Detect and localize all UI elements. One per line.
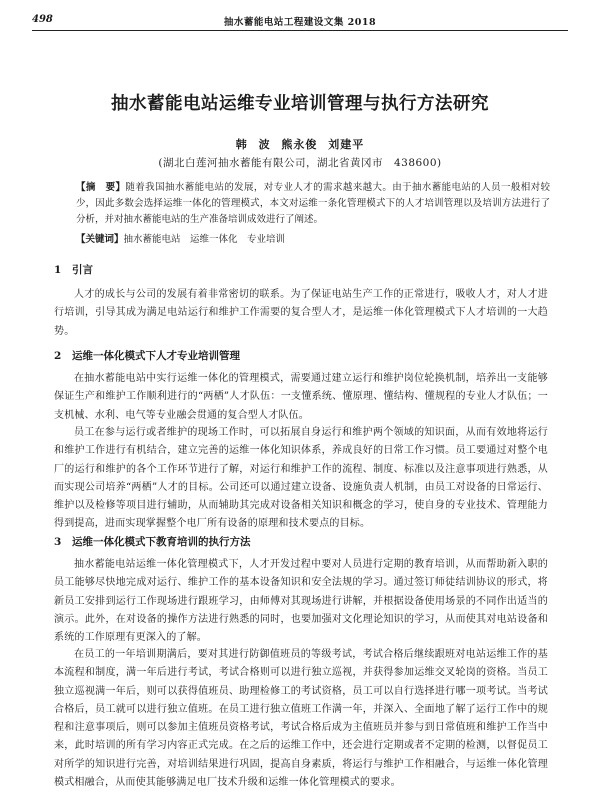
paragraph: 人才的成长与公司的发展有着非常密切的联系。为了保证电站生产工作的正常进行，吸收人才，对人才进行培训，引导其成为满足电站运行和维护工作需要的复合型人才，是运维一体化管理模式下人才培训的一大趋势。 [54,289,548,337]
abstract-text: 随着我国抽水蓄能电站的发展，对专业人才的需求越来越大。由于抽水蓄能电站的人员一般相对较少，因此多数会选择运维一体化的管理模式，本文对运维一条化管理模式下的人才培训管理以及培训方法进行了分析，并对抽水蓄能电站的生产准备培训成效进行了阐述。 [76,182,550,225]
page-number: 498 [32,14,53,25]
paragraph: 在员工的一年培训期满后，要对其进行防御值班员的等级考试，考试合格后继续跟班对电站运维工作的基本流程和制度，满一年后进行考试，考试合格则可以进行独立巡视，并获得参加运维交叉轮岗的资格。当员工独立巡视满一年后，则可以获得值班员、助理检修工的考试资格，员工可以自行选择进行哪一项考试。当考试合格后，员工就可以进行独立值班。在员工进行独立值班工作满一年，并深入、全面地了解了运行工作中的规程和注意事项后，则可以参加主值班员资格考试，考试合格后成为主值班员并参与到日常值班和维护工作当中来，此时培训的所有学习内容正式完成。在之后的运维工作中，还会进行定期或者不定期的检测，以督促员工对所学的知识进行完善，对培训结果进行巩固，提高自身素质，将运行与维护工作相融合，与运维一体化管理模式相融合，从而使其能够满足电厂技术升级和运维一体化管理模式的要求。 [54,649,548,789]
section-number: 3 [54,536,62,548]
section-title: 运维一体化模式下教育培训的执行方法 [72,536,251,548]
section-number: 1 [54,264,62,276]
section-number: 2 [54,350,62,362]
paragraph: 员工在参与运行或者维护的现场工作时，可以拓展自身运行和维护两个领域的知识面，从而有效地将运行和维护工作进行有机结合，建立完善的运维一体化知识体系，养成良好的日常工作习惯。员工要通过对整个电厂的运行和维护的各个工作环节进行了解，对运行和维护工作的流程、制度、标准以及注意事项进行熟悉，从而实现公司培养“两栖”人才的目标。公司还可以通过建立设备、设施负责人机制，由员工对设备的日常运行、维护以及检修等项目进行辅助，从而辅助其完成对设备相关知识和概念的学习，使自身的专业技术、管理能力得到提高，进而实现掌握整个电厂所有设备的原理和技术要点的目标。 [54,427,548,530]
paragraph: 在抽水蓄能电站中实行运维一体化的管理模式，需要通过建立运行和维护岗位轮换机制，培养出一支能够保证生产和维护工作顺利进行的“两栖”人才队伍：一支懂系统、懂原理、懂结构、懂规程的专业人才队伍；一支机械、水利、电气等专业融会贯通的复合型人才队伍。 [54,373,548,421]
page-header [32,13,568,31]
paper-title: 抽水蓄能电站运维专业培训管理与执行方法研究 [111,94,489,114]
abstract [76,180,550,228]
section-heading [54,348,240,363]
authors: 韩 波 熊永俊 刘建平 [235,138,365,151]
abstract-label: 【摘 要】 [76,182,126,193]
section-title: 引言 [72,264,93,276]
section-heading [54,534,251,549]
section-heading [54,262,93,277]
section-title: 运维一体化模式下人才专业培训管理 [72,350,240,362]
keywords [76,232,550,248]
keywords-text: 抽水蓄能电站 运维一体化 专业培训 [123,234,286,245]
paragraph: 抽水蓄能电站运维一体化管理模式下，人才开发过程中要对人员进行定期的教育培训，从而帮助新入职的员工能够尽快地完成对运行、维护工作的基本设备知识和安全法规的学习。通过签订师徒结训协议的形式，将新员工安排到运行工作现场进行跟班学习，由师傅对其现场进行讲解，并根据设备使用场景的不同作出适当的演示。此外，在对设备的操作方法进行熟悉的同时，也要加强对文化理论知识的学习，从而使其对电站设备和系统的工作原理有更深入的了解。 [54,559,548,644]
keywords-label: 【关键词】 [76,234,124,245]
running-head: 抽水蓄能电站工程建设文集 2018 [223,17,377,28]
affiliation: (湖北白莲河抽水蓄能有限公司，湖北省黄冈市 438600) [158,157,442,169]
